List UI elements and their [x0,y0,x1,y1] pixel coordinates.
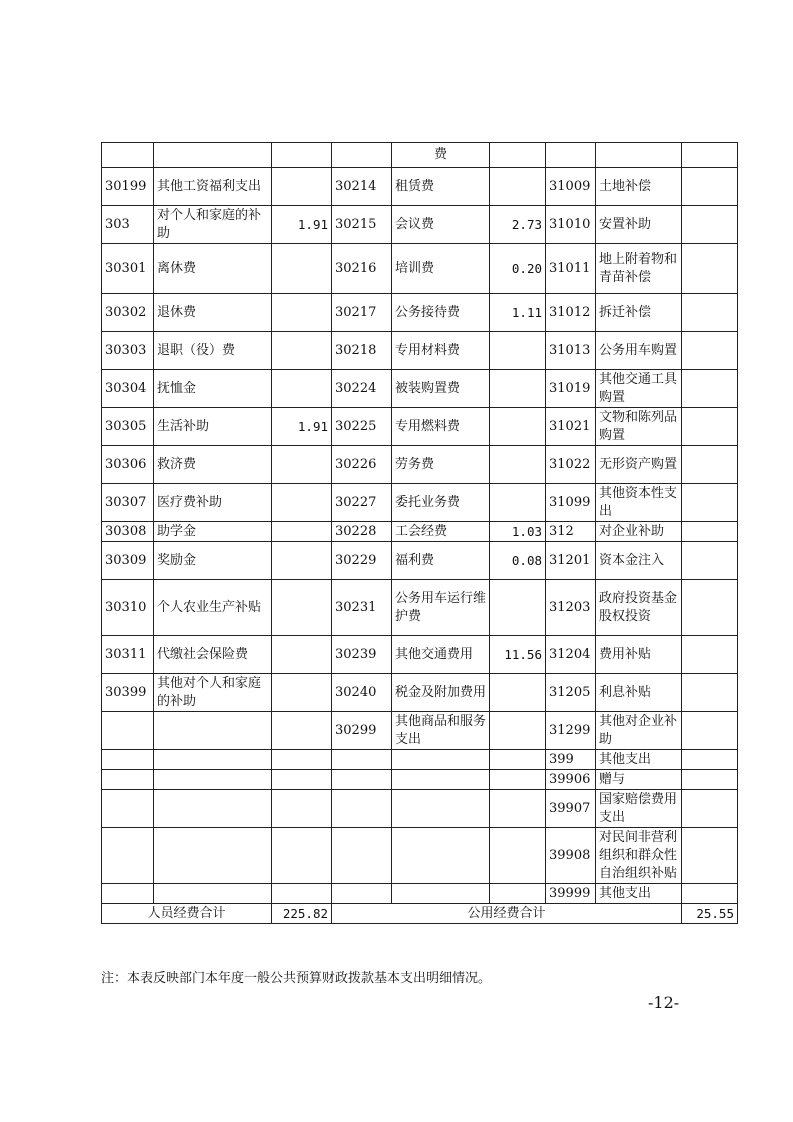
table-cell: 31204 [546,636,596,674]
table-cell [272,143,332,168]
table-cell: 30199 [102,168,154,206]
table-cell: 31022 [546,446,596,484]
table-row [102,674,738,712]
table-cell: 11.56 [490,636,546,674]
table-cell [682,484,738,522]
table-cell: 399 [546,750,596,770]
table-row [102,770,738,790]
table-cell: 30305 [102,408,154,446]
table-cell [332,750,392,770]
table-cell [102,884,154,904]
table-cell: 拆迁补偿 [596,294,682,332]
table-cell: 30217 [332,294,392,332]
table-row [102,484,738,522]
table-cell [102,828,154,884]
table-cell: 2.73 [490,206,546,244]
personnel-total-value: 225.82 [272,904,332,924]
table-cell [682,244,738,294]
table-cell: 30214 [332,168,392,206]
table-cell [490,884,546,904]
table-cell: 工会经费 [392,522,490,542]
table-cell [682,674,738,712]
table-cell: 1.91 [272,206,332,244]
table-cell: 30229 [332,542,392,580]
table-cell [682,712,738,750]
table-cell: 专用燃料费 [392,408,490,446]
table-cell: 其他交通费用 [392,636,490,674]
table-cell: 其他支出 [596,750,682,770]
table-cell: 其他交通工具购置 [596,370,682,408]
table-cell: 39906 [546,770,596,790]
table-cell: 地上附着物和青苗补偿 [596,244,682,294]
table-cell: 个人农业生产补贴 [154,580,272,636]
table-cell: 对民间非营利组织和群众性自治组织补贴 [596,828,682,884]
table-cell [682,636,738,674]
table-cell [546,143,596,168]
table-cell: 土地补偿 [596,168,682,206]
table-cell [272,542,332,580]
table-cell: 劳务费 [392,446,490,484]
table-cell [490,712,546,750]
table-row [102,446,738,484]
table-cell: 1.91 [272,408,332,446]
table-cell: 39907 [546,790,596,828]
table-cell [392,884,490,904]
table-cell: 助学金 [154,522,272,542]
table-cell [392,828,490,884]
table-note: 注：本表反映部门本年度一般公共预算财政拨款基本支出明细情况。 [101,971,492,986]
table-row [102,828,738,884]
table-cell: 30301 [102,244,154,294]
table-cell [490,332,546,370]
table-cell [490,674,546,712]
table-cell: 生活补助 [154,408,272,446]
table-cell [682,522,738,542]
table-cell [272,168,332,206]
table-cell [332,790,392,828]
table-cell [272,484,332,522]
table-cell: 对企业补助 [596,522,682,542]
table-cell: 0.08 [490,542,546,580]
table-cell [490,446,546,484]
table-cell: 30215 [332,206,392,244]
table-cell [682,828,738,884]
totals-row [102,904,738,924]
table-cell: 30399 [102,674,154,712]
table-cell: 公务用车运行维护费 [392,580,490,636]
personnel-total-label: 人员经费合计 [102,904,272,924]
table-cell [154,884,272,904]
table-cell [682,446,738,484]
table-cell [154,143,272,168]
table-cell [682,332,738,370]
public-total-value: 25.55 [682,904,738,924]
table-cell: 专用材料费 [392,332,490,370]
table-cell: 其他工资福利支出 [154,168,272,206]
table-row [102,522,738,542]
table-cell [490,370,546,408]
table-cell [490,770,546,790]
table-cell [102,712,154,750]
table-cell: 30309 [102,542,154,580]
table-cell: 奖励金 [154,542,272,580]
table-cell [102,750,154,770]
table-cell: 39999 [546,884,596,904]
table-cell [490,484,546,522]
table-cell: 会议费 [392,206,490,244]
table-cell: 租赁费 [392,168,490,206]
table-cell: 30216 [332,244,392,294]
table-row [102,370,738,408]
table-cell: 31013 [546,332,596,370]
table-cell: 福利费 [392,542,490,580]
table-cell: 政府投资基金股权投资 [596,580,682,636]
table-cell [490,408,546,446]
table-cell: 救济费 [154,446,272,484]
table-cell [154,770,272,790]
table-cell [332,143,392,168]
table-cell [272,446,332,484]
table-cell: 31011 [546,244,596,294]
table-cell [272,580,332,636]
table-row [102,750,738,770]
table-cell [154,790,272,828]
table-cell: 利息补贴 [596,674,682,712]
expenditure-table [101,142,738,924]
table-cell [154,750,272,770]
table-row [102,542,738,580]
table-cell: 31010 [546,206,596,244]
table-cell [272,370,332,408]
table-cell: 抚恤金 [154,370,272,408]
table-cell: 30303 [102,332,154,370]
table-cell [272,636,332,674]
table-cell [392,770,490,790]
table-cell: 30308 [102,522,154,542]
table-cell: 其他对个人和家庭的补助 [154,674,272,712]
table-cell: 费 [392,143,490,168]
table-cell: 30226 [332,446,392,484]
table-cell: 30227 [332,484,392,522]
table-cell [682,408,738,446]
table-row [102,884,738,904]
table-cell [392,790,490,828]
table-cell [490,143,546,168]
table-row [102,244,738,294]
table-cell: 31299 [546,712,596,750]
table-cell: 30306 [102,446,154,484]
table-cell [272,712,332,750]
table-cell: 税金及附加费用 [392,674,490,712]
table-cell [682,884,738,904]
table-cell [682,168,738,206]
table-cell [392,750,490,770]
table-cell: 1.03 [490,522,546,542]
table-cell: 国家赔偿费用支出 [596,790,682,828]
table-cell: 资本金注入 [596,542,682,580]
table-cell: 安置补助 [596,206,682,244]
table-row [102,790,738,828]
table-cell: 公务用车购置 [596,332,682,370]
table-cell [490,750,546,770]
table-cell [490,168,546,206]
table-cell [272,828,332,884]
table-cell: 30304 [102,370,154,408]
page-number: -12- [648,993,680,1012]
table-cell: 30218 [332,332,392,370]
table-cell: 31012 [546,294,596,332]
table-cell: 其他支出 [596,884,682,904]
table-cell [490,828,546,884]
table-cell: 31009 [546,168,596,206]
table-cell [682,790,738,828]
table-cell [490,580,546,636]
table-cell [154,712,272,750]
table-cell: 其他商品和服务支出 [392,712,490,750]
table-cell: 31203 [546,580,596,636]
table-cell [154,828,272,884]
table-cell: 无形资产购置 [596,446,682,484]
table-cell [102,790,154,828]
table-cell: 30231 [332,580,392,636]
table-cell [332,884,392,904]
table-cell: 30228 [332,522,392,542]
table-cell: 39908 [546,828,596,884]
table-cell [272,522,332,542]
table-cell [332,828,392,884]
table-cell: 30307 [102,484,154,522]
table-cell: 赠与 [596,770,682,790]
table-cell: 对个人和家庭的补助 [154,206,272,244]
table-cell [102,770,154,790]
table-cell: 其他资本性支出 [596,484,682,522]
table-cell: 31205 [546,674,596,712]
table-cell: 被装购置费 [392,370,490,408]
table-cell [682,580,738,636]
table-cell: 31019 [546,370,596,408]
table-cell: 30302 [102,294,154,332]
table-cell: 312 [546,522,596,542]
table-cell: 30299 [332,712,392,750]
table-cell: 公务接待费 [392,294,490,332]
public-total-label: 公用经费合计 [332,904,682,924]
table-row [102,580,738,636]
table-cell [272,244,332,294]
table-cell: 1.11 [490,294,546,332]
table-row [102,143,738,168]
table-cell: 委托业务费 [392,484,490,522]
table-cell: 31201 [546,542,596,580]
table-cell [682,370,738,408]
table-cell: 30239 [332,636,392,674]
table-cell: 31021 [546,408,596,446]
table-row [102,636,738,674]
table-cell: 0.20 [490,244,546,294]
table-cell: 其他对企业补助 [596,712,682,750]
table-cell [682,143,738,168]
table-cell [102,143,154,168]
table-cell: 30240 [332,674,392,712]
table-cell: 30310 [102,580,154,636]
table-cell [272,770,332,790]
table-cell [682,542,738,580]
table-cell [272,750,332,770]
table-row [102,206,738,244]
table-cell [332,770,392,790]
table-cell: 文物和陈列品购置 [596,408,682,446]
table-cell [682,294,738,332]
table-cell: 退职（役）费 [154,332,272,370]
table-cell [682,750,738,770]
table-cell: 30225 [332,408,392,446]
table-cell: 代缴社会保险费 [154,636,272,674]
table-cell [272,790,332,828]
table-cell [272,674,332,712]
table-row [102,712,738,750]
table-cell: 30311 [102,636,154,674]
table-cell [682,770,738,790]
table-row [102,294,738,332]
table-cell: 医疗费补助 [154,484,272,522]
table-row [102,168,738,206]
table-cell: 退休费 [154,294,272,332]
table-cell [596,143,682,168]
table-cell [682,206,738,244]
table-cell: 30224 [332,370,392,408]
table-row [102,332,738,370]
table-row [102,408,738,446]
table-cell: 303 [102,206,154,244]
table-cell [272,884,332,904]
table-cell: 培训费 [392,244,490,294]
table-cell [490,790,546,828]
table-cell [272,294,332,332]
table-cell: 离休费 [154,244,272,294]
table-cell: 31099 [546,484,596,522]
table-cell: 费用补贴 [596,636,682,674]
table-cell [272,332,332,370]
